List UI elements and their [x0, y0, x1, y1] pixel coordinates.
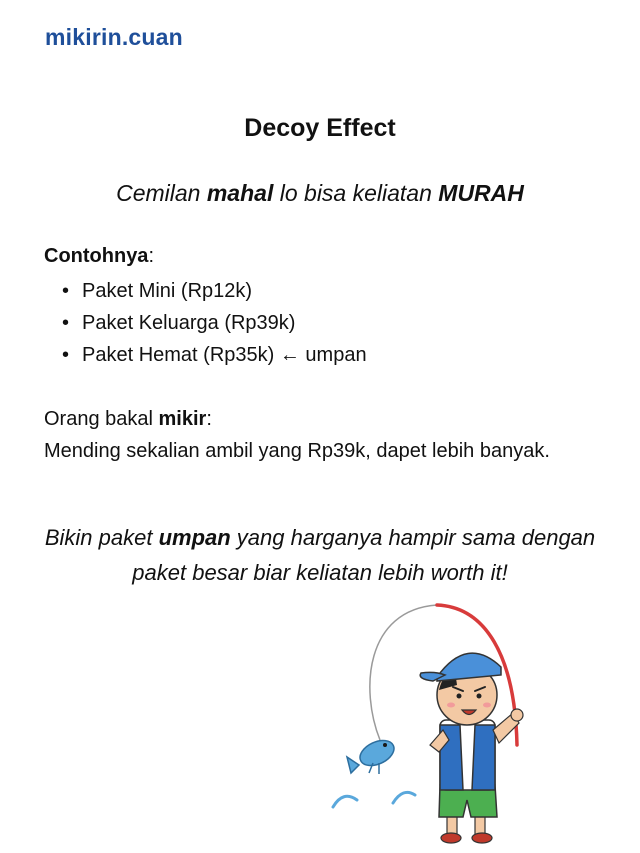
thought-colon: : — [206, 408, 212, 430]
subtitle-bold-mahal: mahal — [206, 180, 274, 206]
cap-icon — [420, 653, 501, 681]
closing-post: yang harganya hampir sama dengan — [230, 525, 596, 550]
brand-logo: mikirin.cuan — [45, 24, 183, 50]
list-item-text: Paket Keluarga (Rp39k) — [82, 312, 296, 334]
example-label-colon: : — [148, 245, 154, 267]
list-item — [62, 276, 367, 308]
subtitle-bold-murah: MURAH — [438, 180, 524, 206]
thought-pre: Orang bakal — [44, 408, 159, 430]
subtitle — [0, 180, 640, 207]
list-item — [62, 308, 367, 340]
example-list — [62, 276, 367, 372]
example-label-bold: Contohnya — [44, 245, 149, 267]
splash-left — [333, 796, 357, 807]
splash-right — [393, 792, 415, 803]
closing-text — [0, 520, 640, 590]
list-item-text: Paket Mini (Rp12k) — [82, 280, 253, 302]
subtitle-pre: Cemilan — [116, 180, 207, 206]
thought-line-2: Mending sekalian ambil yang Rp39k, dapet lebih banyak. — [44, 440, 550, 462]
closing-pre: Bikin paket — [44, 525, 159, 550]
closing-bold: umpan — [158, 525, 231, 550]
thought-bold: mikir — [158, 408, 207, 430]
subtitle-mid: lo bisa keliatan — [273, 180, 439, 206]
fish-icon — [347, 735, 398, 774]
list-item — [62, 340, 367, 372]
page-title: Decoy Effect — [244, 114, 396, 142]
example-label — [44, 245, 154, 268]
bullet: • — [62, 280, 70, 302]
thought-block — [44, 403, 550, 467]
closing-line-2: paket besar biar keliatan lebih worth it! — [132, 560, 508, 585]
bullet: • — [62, 312, 70, 334]
closing-line-1 — [0, 520, 640, 555]
boy-fishing-illustration — [325, 595, 545, 845]
bullet: • — [62, 344, 70, 366]
list-item-text: Paket Hemat (Rp35k) ← umpan — [82, 344, 367, 366]
thought-line-1 — [44, 403, 550, 435]
